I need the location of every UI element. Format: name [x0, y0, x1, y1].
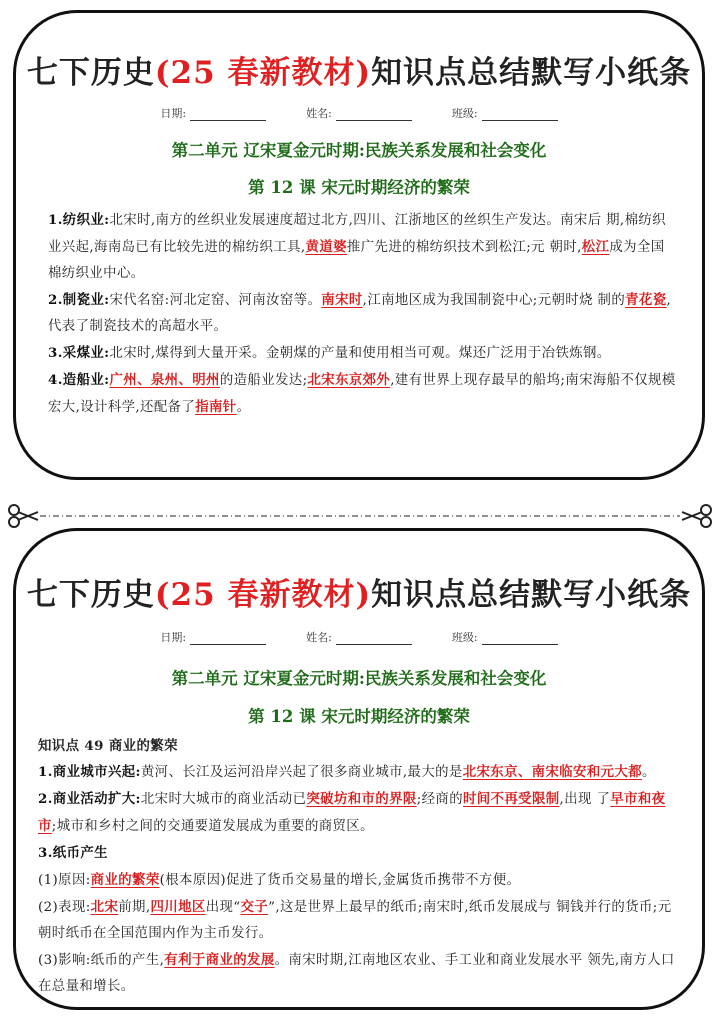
item-textile: 1.纺织业:北宋时,南方的丝织业发展速度超过北方,四川、江浙地区的丝织生产发达。南宋后 期,棉纺织业兴起,海南岛已有比较先进的棉纺织工具,黄道婆推广先进的棉纺织技术到松江;元 朝时,松江成为全国棉纺织业中心。 [48, 212, 666, 281]
meta-row [16, 105, 702, 121]
title-text: 七下历史 [26, 577, 155, 613]
date-field: 日期: [160, 629, 266, 645]
lesson-heading: 第 12 课 宋元时期经济的繁荣 [248, 707, 470, 726]
card-title [16, 569, 702, 614]
title-accent: (25 春新教材) [154, 577, 372, 613]
item-commercial-cities: 1.商业城市兴起:黄河、长江及运河沿岸兴起了很多商业城市,最大的是北宋东京、南宋临安和元大都。 [38, 764, 656, 780]
card-title [16, 47, 702, 92]
item-paper-money: 3.纸币产生 [38, 845, 108, 861]
lesson-heading: 第 12 课 宋元时期经济的繁荣 [248, 178, 470, 197]
item-coal: 3.采煤业:北宋时,煤得到大量开采。金朝煤的产量和使用相当可观。煤还广泛用于冶铁炼钢。 [48, 345, 611, 361]
date-field: 日期: [160, 105, 266, 121]
card-body [38, 733, 676, 1000]
unit-heading: 第二单元 辽宋夏金元时期:民族关系发展和社会变化 [171, 141, 547, 160]
unit-heading: 第二单元 辽宋夏金元时期:民族关系发展和社会变化 [171, 669, 547, 688]
item-porcelain: 2.制瓷业:宋代名窑:河北定窑、河南汝窑等。南宋时,江南地区成为我国制瓷中心;元朝时烧 制的青花瓷,代表了制瓷技术的高超水平。 [48, 292, 672, 334]
meta-row [16, 629, 702, 645]
name-field: 姓名: [306, 629, 412, 645]
card-body [48, 207, 676, 421]
scissors-icon [9, 505, 38, 527]
sub-item-cause: (1)原因:商业的繁荣(根本原因)促进了货币交易量的增长,金属货币携带不方便。 [38, 872, 521, 888]
title-text: 七下历史 [26, 55, 155, 91]
note-card-2 [13, 528, 705, 1010]
title-accent: (25 春新教材) [154, 55, 372, 91]
scissors-icon [682, 505, 711, 527]
title-text: 知识点总结默写小纸条 [371, 577, 692, 613]
item-shipbuilding: 4.造船业:广州、泉州、明州的造船业发达;北宋东京郊外,建有世界上现存最早的船坞;南宋海船不仅规模宏大,设计科学,还配备了指南针。 [48, 372, 676, 415]
knowledge-point-heading: 知识点 49 商业的繁荣 [38, 738, 178, 754]
class-field: 班级: [452, 629, 558, 645]
sub-item-manifestation: (2)表现:北宋前期,四川地区出现“交子”,这是世界上最早的纸币;南宋时,纸币发展成与 铜钱并行的货币;元朝时纸币在全国范围内作为主币发行。 [38, 899, 672, 941]
item-commerce-expansion: 2.商业活动扩大:北宋时大城市的商业活动已突破坊和市的界限;经商的时间不再受限制,出现 了早市和夜市;城市和乡村之间的交通要道发展成为重要的商贸区。 [38, 791, 666, 834]
note-card-1 [13, 10, 705, 480]
title-text: 知识点总结默写小纸条 [371, 55, 692, 91]
sub-item-impact: (3)影响:纸币的产生,有利于商业的发展。南宋时期,江南地区农业、手工业和商业发展水平 领先,南方人口在总量和增长。 [38, 952, 675, 994]
class-field: 班级: [452, 105, 558, 121]
name-field: 姓名: [306, 105, 412, 121]
